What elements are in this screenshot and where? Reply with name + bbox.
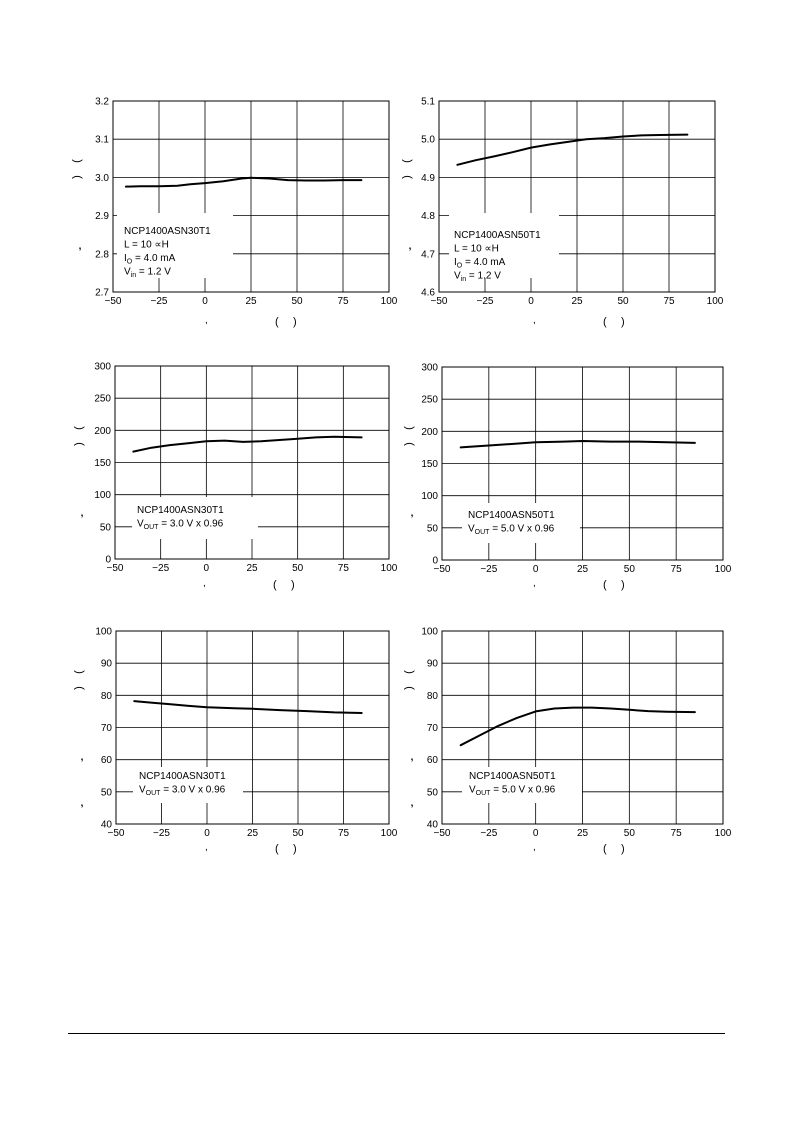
y-tick-label: 100 [421, 491, 438, 503]
y-tick-label: 250 [421, 394, 438, 406]
x-tick-label: −50 [104, 296, 122, 307]
y-tick-label: 150 [421, 459, 438, 470]
x-tick-label: −50 [430, 296, 448, 307]
y-axis-label-fragment: ) [403, 686, 415, 690]
y-tick-label: 70 [100, 723, 112, 734]
annotation-line: NCP1400ASN30T1 [124, 226, 211, 237]
x-tick-label: 50 [617, 296, 629, 307]
y-tick-label: 40 [100, 819, 112, 831]
y-tick-label: 200 [94, 425, 111, 437]
x-tick-label: 75 [663, 296, 675, 307]
y-tick-label: 80 [100, 690, 112, 702]
x-tick-label: 0 [532, 828, 539, 839]
y-tick-label: 90 [426, 658, 438, 670]
y-tick-label: 50 [100, 787, 112, 799]
y-tick-label: 2.7 [95, 287, 109, 299]
y-tick-label: 0 [432, 555, 438, 567]
x-tick-label: 75 [670, 564, 682, 575]
y-axis-label-fragment: ( [403, 426, 415, 430]
x-axis-label-fragment: , [533, 842, 536, 853]
x-tick-label: 50 [292, 563, 304, 574]
annotation-line: $V_{OUT} = 5.0$ V x 0.96 [468, 523, 555, 536]
x-axis-label-fragment: ( [273, 579, 277, 591]
chart-4 [403, 363, 732, 592]
x-tick-label: 0 [528, 296, 534, 307]
chart-1 [71, 97, 398, 329]
x-tick-label: 25 [246, 828, 259, 839]
y-axis-label-fragment: ) [71, 175, 83, 179]
y-tick-label: 4.8 [421, 211, 435, 223]
x-tick-label: −25 [150, 296, 168, 307]
annotation-line: $V_{OUT} = 3.0$ V x 0.96 [139, 784, 226, 797]
x-axis-label-fragment: , [205, 315, 208, 326]
y-tick-label: 70 [426, 723, 438, 734]
chart-6 [403, 627, 732, 856]
y-tick-label: 90 [100, 658, 112, 670]
series-line [461, 441, 695, 447]
y-tick-label: 80 [426, 690, 438, 702]
x-axis-label-fragment: ( [603, 843, 607, 855]
x-tick-label: 0 [532, 564, 539, 575]
annotation-line: $I_O = 4.0$ mA [124, 253, 176, 266]
annotation-line: $I_O = 4.0$ mA [454, 257, 506, 270]
x-axis-label-fragment: ( [275, 843, 279, 855]
series-line [461, 708, 695, 746]
y-axis-label-fragment: ( [401, 159, 413, 163]
annotation-line: NCP1400ASN50T1 [468, 510, 555, 521]
annotation-line: NCP1400ASN50T1 [469, 771, 556, 782]
x-tick-label: −50 [433, 828, 451, 839]
chart-3 [73, 362, 398, 592]
y-axis-label-fragment: , [80, 508, 84, 519]
annotation-line: NCP1400ASN50T1 [454, 230, 541, 241]
y-tick-label: 50 [426, 523, 438, 535]
x-tick-label: 50 [291, 296, 303, 307]
annotation-line: $V_{OUT} = 5.0$ V x 0.96 [469, 784, 556, 797]
y-tick-label: 200 [421, 426, 438, 438]
y-axis-label-fragment: ( [73, 426, 85, 430]
y-tick-label: 100 [95, 626, 112, 638]
x-tick-label: −25 [480, 564, 498, 575]
y-tick-label: 2.9 [95, 211, 109, 223]
footer-rule [68, 1033, 725, 1034]
x-tick-label: 75 [670, 828, 682, 839]
y-axis-label-fragment: ( [73, 670, 85, 674]
y-tick-label: 4.6 [421, 287, 435, 299]
x-tick-label: −25 [476, 296, 494, 307]
annotation-line: $V_{OUT} = 3.0$ V x 0.96 [137, 518, 224, 531]
y-tick-label: 100 [94, 490, 111, 502]
y-tick-label: 3.0 [95, 172, 109, 184]
chart-2 [401, 97, 724, 329]
y-axis-label-fragment: ) [403, 442, 415, 446]
x-tick-label: 25 [571, 296, 583, 307]
y-axis-label-fragment: , [410, 752, 414, 763]
y-tick-label: 60 [100, 755, 112, 767]
x-tick-label: 50 [292, 828, 304, 839]
x-tick-label: 75 [337, 563, 349, 574]
chart-5 [73, 627, 398, 856]
y-axis-label-fragment: , [410, 508, 414, 519]
x-tick-label: −50 [107, 828, 125, 839]
x-axis-label-fragment: ) [621, 316, 625, 328]
x-axis-label-fragment: ) [621, 579, 625, 591]
y-tick-label: 150 [94, 458, 111, 469]
x-axis-label-fragment: , [203, 578, 206, 589]
x-tick-label: 100 [380, 296, 398, 307]
y-tick-label: 0 [105, 554, 111, 566]
x-tick-label: 100 [706, 296, 724, 307]
y-axis-label-fragment: , [408, 241, 412, 252]
x-tick-label: 75 [337, 828, 350, 839]
y-axis-label-fragment: ) [73, 442, 85, 446]
x-tick-label: 25 [576, 564, 589, 575]
series-line [134, 701, 362, 713]
x-axis-label-fragment: , [533, 578, 536, 589]
annotation-line: NCP1400ASN30T1 [139, 771, 226, 782]
x-axis-label-fragment: ) [291, 579, 295, 591]
x-tick-label: 50 [623, 564, 635, 575]
x-tick-label: −25 [152, 563, 170, 574]
x-axis-label-fragment: ( [603, 316, 607, 328]
x-tick-label: 25 [245, 296, 257, 307]
x-tick-label: −50 [433, 564, 451, 575]
y-tick-label: 250 [94, 393, 111, 405]
y-tick-label: 5.1 [421, 96, 435, 108]
x-axis-label-fragment: , [205, 842, 208, 853]
x-tick-label: 0 [203, 563, 210, 574]
x-axis-label-fragment: , [533, 315, 536, 326]
y-tick-label: 300 [421, 362, 438, 374]
y-axis-label-fragment: ( [403, 670, 415, 674]
x-tick-label: −25 [153, 828, 170, 839]
x-axis-label-fragment: ) [293, 843, 297, 855]
x-tick-label: 100 [714, 564, 732, 575]
x-tick-label: 100 [714, 828, 732, 839]
x-tick-label: 100 [380, 563, 398, 574]
y-tick-label: 60 [426, 755, 438, 767]
y-tick-label: 50 [426, 787, 438, 799]
x-tick-label: 75 [337, 296, 349, 307]
y-tick-label: 40 [426, 819, 438, 831]
y-axis-label-fragment: ) [401, 175, 413, 179]
x-tick-label: 50 [623, 828, 635, 839]
y-axis-label-fragment: , [78, 241, 82, 252]
x-tick-label: −25 [480, 828, 498, 839]
y-axis-label-fragment: , [80, 798, 84, 809]
x-axis-label-fragment: ( [275, 316, 279, 328]
annotation-line: NCP1400ASN30T1 [137, 505, 224, 516]
x-tick-label: 25 [576, 828, 589, 839]
y-axis-label-fragment: , [80, 752, 84, 763]
x-axis-label-fragment: ( [603, 579, 607, 591]
x-tick-label: 0 [204, 828, 210, 839]
annotation-line: L = 10 ∝H [454, 243, 499, 255]
series-line [133, 437, 361, 452]
y-axis-label-fragment: ( [71, 159, 83, 163]
y-tick-label: 5.0 [421, 134, 435, 146]
series-line [126, 178, 362, 187]
x-tick-label: −50 [106, 563, 124, 574]
y-tick-label: 3.1 [95, 134, 109, 146]
x-tick-label: 100 [380, 828, 398, 839]
y-tick-label: 3.2 [95, 96, 109, 108]
y-axis-label-fragment: , [410, 798, 414, 809]
annotation-line: $V_{in} = 1.2$ V [124, 266, 171, 279]
y-axis-label-fragment: ) [73, 686, 85, 690]
x-axis-label-fragment: ) [621, 843, 625, 855]
y-tick-label: 100 [421, 626, 438, 638]
x-tick-label: 25 [246, 563, 258, 574]
x-tick-label: 0 [202, 296, 208, 307]
y-tick-label: 50 [99, 522, 111, 534]
annotation-line: L = 10 ∝H [124, 239, 169, 251]
y-tick-label: 2.8 [95, 249, 109, 261]
y-tick-label: 4.9 [421, 172, 435, 184]
x-axis-label-fragment: ) [293, 316, 297, 328]
y-tick-label: 4.7 [421, 249, 435, 261]
annotation-line: $V_{in} = 1.2$ V [454, 270, 501, 283]
y-tick-label: 300 [94, 361, 111, 373]
